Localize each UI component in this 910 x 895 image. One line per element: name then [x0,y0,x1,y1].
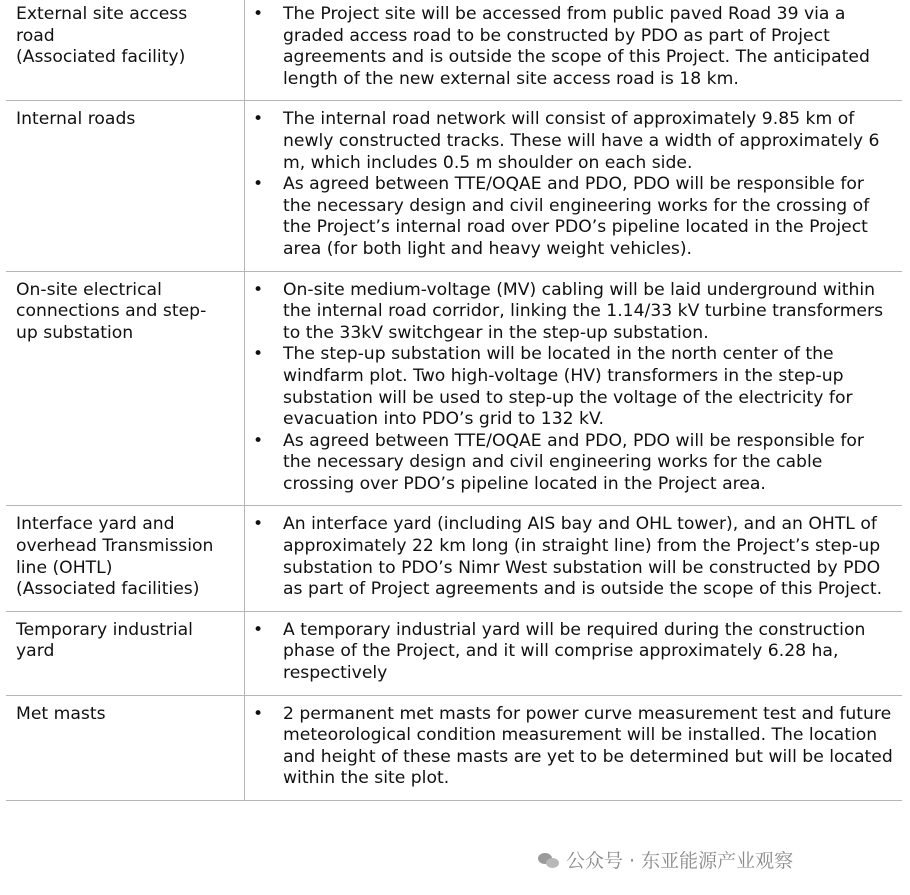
bullet-icon: • [253,514,264,535]
row-description [245,271,903,506]
bullet-text: An interface yard (including AIS bay and OHL tower), and an OHTL of approximately 22 km long (in straight line) from the Project’s step-up substation to PDO’s Nimr West substation will be constructed by PDO as part of Project agreements and is outside the scope of this Project. [283,514,883,600]
bullet-text: A temporary industrial yard will be required during the construction phase of the Project, and it will comprise approximately 6.28 ha, respectively [283,619,866,684]
row-label [6,101,245,271]
row-label [6,0,245,101]
bullet-text: The internal road network will consist of approximately 9.85 km of newly constructed tracks. These will have a width of approximately 6 m, which includes 0.5 m shoulder on each side. [283,109,880,173]
list-item [253,344,896,430]
bullet-icon: • [253,279,264,300]
row-label-line: Met masts [16,703,106,724]
row-label-line: (Associated facilities) [16,579,200,600]
list-item [253,620,896,685]
bullet-icon: • [253,344,264,365]
row-label-line: On-site electrical [16,279,162,300]
row-label [6,611,245,695]
bullet-icon: • [253,703,264,724]
list-item [253,109,896,174]
row-description [245,506,903,611]
bullet-text: As agreed between TTE/OQAE and PDO, PDO will be responsible for the necessary design and civil engineering works for the cable crossing over PDO’s pipeline located in the Project area. [283,430,864,494]
row-label-line: line (OHTL) [16,557,113,578]
row-label-line: yard [16,641,55,662]
row-label [6,695,245,800]
row-label [6,506,245,611]
row-label-line: External site access [16,4,188,24]
table-row [6,695,902,800]
list-item [253,514,896,600]
row-label-line: road [16,25,55,46]
bullet-icon: • [253,4,264,24]
row-label-line: Temporary industrial [16,619,193,640]
row-label-line: overhead Transmission [16,536,214,557]
bullet-text: The Project site will be accessed from public paved Road 39 via a graded access road to be constructed by PDO as part of Project agreements and is outside the scope of this Project. The anticipated length of the new external site access road is 18 km. [283,4,870,89]
bullet-icon: • [253,430,264,451]
table-row [6,611,902,695]
watermark [538,846,793,873]
list-item [253,704,896,790]
table-row [6,506,902,611]
bullet-icon: • [253,109,264,130]
bullet-icon: • [253,174,264,195]
bullet-text: As agreed between TTE/OQAE and PDO, PDO will be responsible for the necessary design and civil engineering works for the crossing of the Project’s internal road over PDO’s pipeline located in the Project area (for both light and heavy weight vehicles). [283,174,870,259]
bullet-text: The step-up substation will be located in the north center of the windfarm plot. Two high-voltage (HV) transformers in the step-up substation will be used to step-up the voltage of the electricity for evacuation into PDO’s grid to 132 kV. [283,344,853,430]
table-row [6,0,902,101]
bullet-text: On-site medium-voltage (MV) cabling will be laid underground within the internal road corridor, linking the 1.14/33 kV turbine transformers to the 33kV switchgear in the step-up substation. [283,279,884,343]
row-label-line: Internal roads [16,109,136,130]
wechat-icon [538,851,560,869]
row-label-line: Interface yard and [16,514,175,535]
list-item [253,174,896,260]
table-row [6,271,902,506]
row-description [245,611,903,695]
row-description [245,0,903,101]
row-description [245,695,903,800]
row-label [6,271,245,506]
list-item [253,431,896,496]
bullet-text: 2 permanent met masts for power curve measurement test and future meteorological condition measurement will be installed. The location and height of these masts are yet to be determined but will be located within the site plot. [283,703,893,789]
bullet-icon: • [253,619,264,640]
list-item [253,280,896,345]
watermark-text: 公众号 · 东亚能源产业观察 [566,850,794,872]
row-description [245,101,903,271]
table-row [6,101,902,271]
project-components-table [6,0,902,801]
list-item [253,4,896,90]
row-label-line: connections and step- [16,301,207,322]
row-label-line: (Associated facility) [16,47,186,68]
row-label-line: up substation [16,322,134,343]
